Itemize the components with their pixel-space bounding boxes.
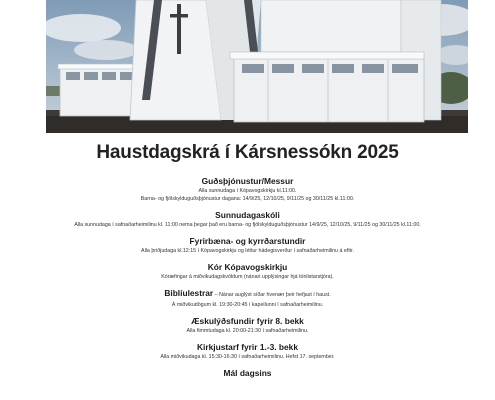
section-heading-note: – Nánar auglýst síðar hvenær þeir hefjast í haust. <box>213 292 331 298</box>
section-line: Alla þriðjudaga kl.12:15 í Kópavogskirkju og léttur hádegisverður í safnaðarheimilinu á eftir. <box>141 248 354 254</box>
section-services <box>0 176 495 203</box>
section-heading-row <box>0 288 495 301</box>
church-photo <box>46 0 468 133</box>
section-line: Alla miðvikudaga kl. 15:30-16:30 í safnaðarheimilinu. Hefst 17. september. <box>160 354 335 360</box>
section-heading: Sunnudagaskóli <box>215 210 280 220</box>
section-heading: Kór Kópavogskirkju <box>207 262 288 272</box>
section-line: Alla sunnudaga í Kópavogskirkju kl.11:00. <box>198 188 297 194</box>
section-heading: Kirkjustarf fyrir 1.-3. bekk <box>196 342 298 352</box>
section-heading: Biblíulestrar <box>164 288 214 298</box>
section-heading: Æskulýðsfundir fyrir 8. bekk <box>191 316 304 326</box>
section-choir <box>0 262 495 281</box>
section-line: Alla sunnudaga í safnaðarheimilinu kl. 11:00 nema þegar það eru barna- og fjölskylduguðsþjónustur 14/9/25, 12/10/25, 9/11/25 og 30/11/25 kl.11:00. <box>74 222 421 228</box>
section-heading: Fyrirbæna- og kyrrðarstundir <box>189 236 306 246</box>
section-line: Kóræfingar á miðvikudagskvöldum (nánari upplýsingar hjá tónlistarstjóra). <box>161 274 334 280</box>
section-children-1-3 <box>0 342 495 361</box>
section-line: Á miðvikudögum kl. 19:30-20:45 í kapellunni í safnaðarheimilinu. <box>171 302 324 308</box>
section-heading: Guðsþjónustur/Messur <box>201 176 294 186</box>
section-line: Barna- og fjölskylduguðsþjónustur dagana: 14/9/25, 12/10/25, 9/11/25 og 30/11/25 kl.11:00. <box>140 196 355 202</box>
section-topic-of-day <box>0 368 495 379</box>
page-title: Haustdagskrá í Kársnessókn 2025 <box>96 142 399 163</box>
section-youth-8th-grade <box>0 316 495 335</box>
section-sunday-school <box>0 210 495 229</box>
section-prayer <box>0 236 495 255</box>
section-bible-study <box>0 288 495 309</box>
schedule-content <box>0 141 495 386</box>
section-line: Alla fimmtudaga kl. 20:00-21:30 í safnaðarheimilinu. <box>186 328 309 334</box>
section-heading: Mál dagsins <box>223 368 272 378</box>
church-illustration <box>46 0 468 133</box>
